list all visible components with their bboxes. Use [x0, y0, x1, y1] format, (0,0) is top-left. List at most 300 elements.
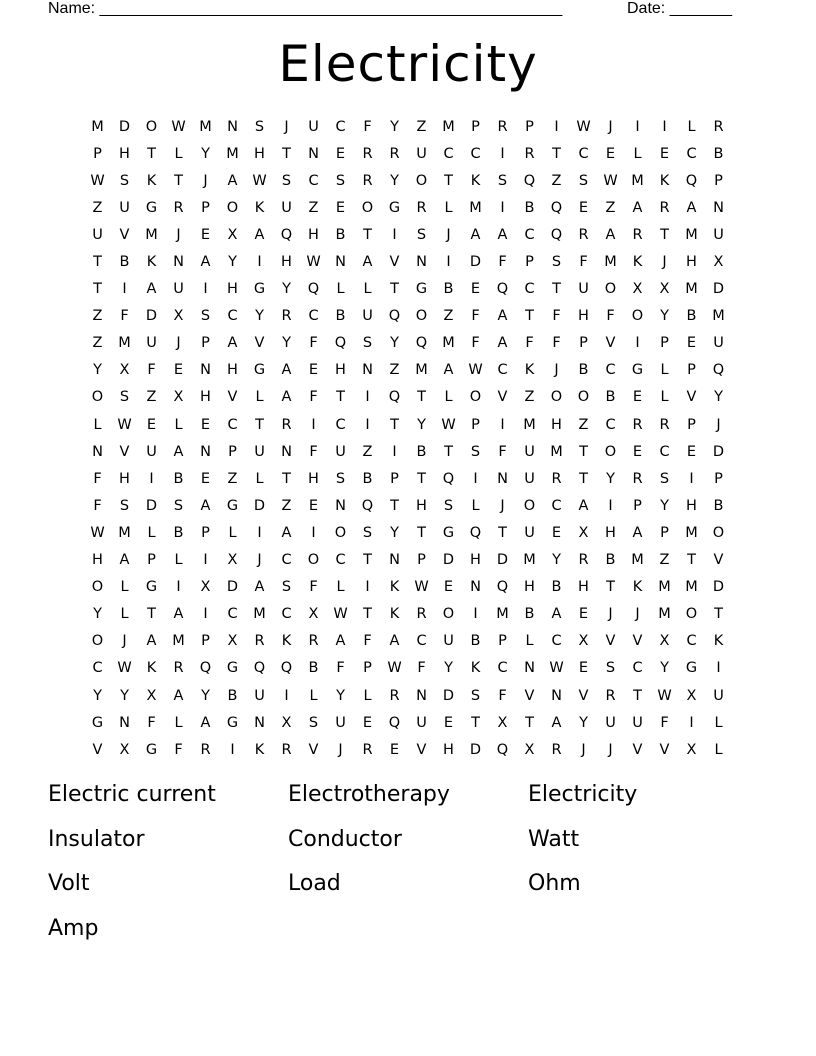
word-list-item: Ohm: [528, 871, 581, 896]
grid-letter: B: [335, 226, 346, 243]
grid-letter: J: [284, 118, 289, 135]
grid-letter: T: [660, 226, 669, 243]
grid-letter: R: [416, 199, 427, 216]
grid-letter: H: [686, 254, 697, 271]
grid-letter: H: [92, 552, 103, 569]
grid-letter: M: [145, 226, 158, 243]
grid-letter: F: [309, 335, 318, 352]
grid-letter: A: [146, 633, 157, 650]
grid-letter: N: [335, 254, 346, 271]
grid-letter: E: [362, 714, 373, 731]
grid-letter: F: [147, 714, 156, 731]
grid-letter: A: [605, 226, 616, 243]
grid-letter: F: [309, 443, 318, 460]
grid-letter: K: [389, 606, 400, 623]
grid-letter: O: [334, 524, 347, 541]
grid-letter: V: [497, 389, 508, 406]
grid-letter: Z: [146, 389, 157, 406]
grid-letter: V: [578, 687, 589, 704]
grid-letter: B: [416, 443, 427, 460]
grid-letter: Z: [416, 118, 427, 135]
grid-letter: X: [713, 254, 724, 271]
grid-letter: X: [146, 687, 157, 704]
grid-letter: L: [309, 687, 318, 704]
grid-letter: X: [524, 741, 535, 758]
grid-letter: S: [578, 172, 589, 189]
grid-letter: S: [281, 579, 292, 596]
grid-letter: P: [201, 524, 210, 541]
grid-letter: I: [554, 118, 559, 135]
grid-letter: R: [632, 226, 643, 243]
grid-letter: I: [311, 524, 316, 541]
grid-letter: O: [550, 389, 563, 406]
grid-letter: T: [471, 714, 480, 731]
grid-letter: S: [416, 226, 427, 243]
grid-letter: J: [608, 741, 613, 758]
grid-letter: C: [605, 416, 616, 433]
name-field[interactable]: Name: ____________________________________________________: [48, 0, 563, 17]
grid-letter: W: [171, 118, 186, 135]
grid-letter: L: [363, 281, 372, 298]
grid-letter: Q: [334, 335, 347, 352]
grid-letter: O: [469, 389, 482, 406]
grid-letter: T: [336, 389, 345, 406]
grid-letter: G: [253, 281, 266, 298]
grid-letter: M: [523, 552, 536, 569]
grid-letter: F: [93, 470, 102, 487]
grid-letter: T: [147, 145, 156, 162]
grid-letter: Y: [282, 281, 291, 298]
grid-letter: C: [605, 362, 616, 379]
word-list-item: Electric current: [48, 782, 216, 807]
grid-letter: T: [606, 579, 615, 596]
grid-letter: E: [335, 199, 346, 216]
grid-letter: K: [659, 172, 670, 189]
grid-letter: U: [524, 443, 535, 460]
grid-letter: K: [146, 172, 157, 189]
grid-letter: N: [416, 687, 427, 704]
page-title: Electricity: [278, 35, 538, 93]
grid-letter: M: [118, 524, 131, 541]
grid-letter: Y: [93, 687, 102, 704]
grid-letter: A: [281, 362, 292, 379]
grid-letter: X: [200, 579, 211, 596]
grid-letter: G: [91, 714, 104, 731]
grid-letter: S: [605, 660, 616, 677]
grid-letter: R: [389, 687, 400, 704]
grid-letter: F: [93, 497, 102, 514]
grid-letter: K: [281, 633, 292, 650]
grid-letter: D: [469, 254, 482, 271]
grid-letter: B: [443, 281, 454, 298]
grid-letter: D: [118, 118, 131, 135]
word-list-item: Electrotherapy: [288, 782, 450, 807]
grid-letter: W: [90, 524, 105, 541]
grid-letter: V: [659, 741, 670, 758]
grid-letter: T: [525, 308, 534, 325]
grid-letter: A: [227, 335, 238, 352]
grid-letter: G: [253, 362, 266, 379]
grid-letter: A: [578, 497, 589, 514]
grid-letter: R: [524, 145, 535, 162]
grid-letter: W: [576, 118, 591, 135]
grid-letter: Q: [685, 172, 698, 189]
grid-letter: I: [500, 145, 505, 162]
grid-letter: N: [308, 145, 319, 162]
grid-letter: Z: [92, 308, 103, 325]
grid-letter: Z: [578, 416, 589, 433]
grid-letter: J: [608, 118, 613, 135]
grid-letter: Q: [496, 579, 509, 596]
grid-letter: C: [470, 145, 481, 162]
grid-letter: T: [714, 606, 723, 623]
grid-letter: L: [714, 714, 723, 731]
grid-letter: C: [443, 145, 454, 162]
grid-letter: Y: [201, 145, 210, 162]
grid-letter: N: [362, 362, 373, 379]
grid-letter: I: [689, 714, 694, 731]
grid-letter: G: [388, 199, 401, 216]
grid-letter: B: [362, 470, 373, 487]
grid-letter: I: [365, 389, 370, 406]
grid-letter: T: [633, 687, 642, 704]
grid-letter: Q: [523, 172, 536, 189]
grid-letter: X: [119, 741, 130, 758]
grid-letter: L: [444, 389, 453, 406]
grid-letter: H: [227, 362, 238, 379]
grid-letter: V: [605, 633, 616, 650]
grid-letter: F: [309, 579, 318, 596]
grid-letter: A: [551, 714, 562, 731]
grid-letter: I: [608, 497, 613, 514]
grid-letter: L: [147, 524, 156, 541]
grid-letter: K: [254, 741, 265, 758]
grid-letter: Y: [660, 660, 669, 677]
grid-letter: E: [335, 145, 346, 162]
grid-letter: Z: [362, 443, 373, 460]
grid-letter: Y: [444, 660, 453, 677]
grid-letter: M: [685, 226, 698, 243]
grid-letter: W: [333, 606, 348, 623]
grid-letter: W: [387, 660, 402, 677]
grid-letter: A: [497, 335, 508, 352]
grid-letter: P: [228, 443, 237, 460]
grid-letter: L: [660, 362, 669, 379]
grid-letter: U: [335, 443, 346, 460]
grid-letter: E: [470, 281, 481, 298]
grid-letter: E: [443, 714, 454, 731]
grid-letter: E: [200, 416, 211, 433]
grid-letter: A: [497, 308, 508, 325]
grid-letter: V: [389, 254, 400, 271]
grid-letter: I: [473, 606, 478, 623]
grid-letter: D: [712, 579, 725, 596]
grid-letter: R: [578, 552, 589, 569]
grid-letter: I: [257, 524, 262, 541]
grid-letter: Z: [605, 199, 616, 216]
grid-letter: Y: [579, 714, 588, 731]
grid-letter: H: [524, 579, 535, 596]
grid-letter: F: [174, 741, 183, 758]
grid-letter: N: [416, 254, 427, 271]
grid-letter: O: [307, 552, 320, 569]
grid-letter: Q: [307, 281, 320, 298]
grid-letter: Z: [524, 389, 535, 406]
grid-letter: C: [524, 226, 535, 243]
grid-letter: B: [686, 308, 697, 325]
grid-letter: M: [712, 308, 725, 325]
grid-letter: T: [93, 281, 102, 298]
grid-letter: J: [662, 254, 667, 271]
grid-letter: Y: [336, 687, 345, 704]
grid-letter: P: [417, 552, 426, 569]
grid-letter: Q: [199, 660, 212, 677]
grid-letter: E: [200, 226, 211, 243]
grid-letter: P: [687, 416, 696, 433]
grid-letter: F: [120, 308, 129, 325]
grid-letter: P: [687, 362, 696, 379]
word-list-item: Watt: [528, 826, 580, 852]
grid-letter: L: [120, 606, 129, 623]
grid-letter: X: [227, 226, 238, 243]
grid-letter: I: [122, 281, 127, 298]
grid-letter: A: [200, 497, 211, 514]
grid-letter: M: [253, 606, 266, 623]
grid-letter: U: [119, 199, 130, 216]
grid-letter: G: [415, 281, 428, 298]
grid-letter: W: [657, 687, 672, 704]
grid-letter: O: [523, 497, 536, 514]
grid-letter: L: [228, 524, 237, 541]
grid-letter: F: [147, 362, 156, 379]
grid-letter: N: [470, 579, 481, 596]
grid-letter: L: [633, 145, 642, 162]
grid-letter: L: [471, 497, 480, 514]
grid-letter: G: [226, 714, 239, 731]
grid-letter: H: [443, 741, 454, 758]
grid-letter: S: [470, 687, 481, 704]
grid-letter: P: [147, 552, 156, 569]
grid-letter: F: [498, 443, 507, 460]
grid-letter: M: [118, 335, 131, 352]
grid-letter: Z: [443, 308, 454, 325]
grid-letter: N: [713, 199, 724, 216]
grid-letter: P: [633, 497, 642, 514]
grid-letter: N: [389, 552, 400, 569]
grid-letter: W: [117, 416, 132, 433]
grid-letter: A: [281, 524, 292, 541]
grid-letter: X: [227, 633, 238, 650]
grid-letter: W: [252, 172, 267, 189]
grid-letter: A: [335, 633, 346, 650]
grid-letter: U: [335, 714, 346, 731]
grid-letter: R: [281, 741, 292, 758]
grid-letter: I: [500, 416, 505, 433]
word-list-item: Conductor: [288, 826, 402, 852]
grid-letter: S: [119, 497, 130, 514]
grid-letter: L: [174, 416, 183, 433]
grid-letter: O: [685, 606, 698, 623]
grid-letter: P: [660, 335, 669, 352]
grid-letter: C: [416, 633, 427, 650]
grid-letter: S: [335, 172, 346, 189]
grid-letter: E: [551, 524, 562, 541]
grid-letter: B: [713, 497, 724, 514]
grid-letter: T: [552, 281, 561, 298]
grid-letter: I: [311, 416, 316, 433]
grid-letter: A: [227, 172, 238, 189]
date-field[interactable]: Date: _______: [627, 0, 732, 17]
grid-letter: C: [524, 281, 535, 298]
grid-letter: R: [389, 145, 400, 162]
grid-letter: N: [335, 497, 346, 514]
grid-letter: K: [470, 172, 481, 189]
grid-letter: T: [579, 443, 588, 460]
grid-letter: L: [525, 633, 534, 650]
grid-letter: U: [254, 687, 265, 704]
grid-letter: M: [631, 552, 644, 569]
grid-letter: M: [685, 579, 698, 596]
grid-letter: T: [390, 281, 399, 298]
grid-letter: L: [336, 579, 345, 596]
grid-letter: I: [662, 118, 667, 135]
grid-letter: N: [200, 362, 211, 379]
grid-letter: N: [281, 443, 292, 460]
grid-letter: D: [226, 579, 239, 596]
grid-letter: M: [496, 606, 509, 623]
grid-letter: R: [308, 633, 319, 650]
grid-letter: V: [632, 633, 643, 650]
grid-letter: L: [444, 199, 453, 216]
grid-letter: J: [581, 741, 586, 758]
grid-letter: J: [608, 606, 613, 623]
grid-letter: H: [605, 524, 616, 541]
grid-letter: M: [685, 281, 698, 298]
grid-letter: A: [686, 199, 697, 216]
grid-letter: R: [632, 470, 643, 487]
grid-letter: N: [524, 660, 535, 677]
grid-letter: D: [442, 687, 455, 704]
grid-letter: E: [686, 335, 697, 352]
grid-letter: Z: [308, 199, 319, 216]
grid-letter: V: [119, 443, 130, 460]
grid-letter: T: [498, 524, 507, 541]
grid-letter: U: [713, 335, 724, 352]
grid-letter: P: [714, 172, 723, 189]
grid-letter: N: [551, 687, 562, 704]
grid-letter: S: [470, 443, 481, 460]
grid-letter: V: [416, 741, 427, 758]
grid-letter: I: [284, 687, 289, 704]
grid-letter: Y: [255, 308, 264, 325]
grid-letter: T: [417, 524, 426, 541]
grid-letter: E: [632, 443, 643, 460]
grid-letter: K: [146, 660, 157, 677]
grid-letter: W: [603, 172, 618, 189]
grid-letter: T: [687, 552, 696, 569]
grid-letter: G: [145, 741, 158, 758]
grid-letter: M: [658, 579, 671, 596]
grid-letter: C: [335, 118, 346, 135]
grid-letter: T: [363, 226, 372, 243]
word-list-item: Amp: [48, 915, 99, 941]
grid-letter: I: [257, 254, 262, 271]
grid-letter: X: [497, 714, 508, 731]
grid-letter: I: [149, 470, 154, 487]
grid-letter: P: [201, 633, 210, 650]
grid-letter: E: [308, 497, 319, 514]
grid-letter: N: [497, 470, 508, 487]
grid-letter: X: [227, 552, 238, 569]
grid-letter: W: [306, 254, 321, 271]
grid-letter: P: [525, 118, 534, 135]
word-list-item: Volt: [48, 871, 90, 896]
grid-letter: T: [390, 497, 399, 514]
grid-letter: P: [363, 660, 372, 677]
grid-letter: S: [497, 172, 508, 189]
grid-letter: O: [577, 389, 590, 406]
grid-letter: T: [417, 389, 426, 406]
grid-letter: L: [660, 389, 669, 406]
grid-letter: X: [119, 362, 130, 379]
grid-letter: A: [551, 606, 562, 623]
grid-letter: H: [119, 145, 130, 162]
grid-letter: Q: [712, 362, 725, 379]
grid-letter: A: [173, 687, 184, 704]
grid-letter: Z: [389, 362, 400, 379]
word-search-grid: [84, 113, 732, 763]
grid-letter: X: [686, 687, 697, 704]
grid-letter: S: [362, 335, 373, 352]
grid-letter: Q: [496, 281, 509, 298]
grid-letter: T: [552, 145, 561, 162]
grid-letter: C: [281, 552, 292, 569]
word-list: [48, 779, 768, 957]
grid-letter: O: [226, 199, 239, 216]
grid-letter: P: [93, 145, 102, 162]
grid-letter: G: [145, 579, 158, 596]
grid-letter: Y: [714, 389, 723, 406]
grid-letter: N: [173, 254, 184, 271]
grid-letter: T: [282, 145, 291, 162]
grid-letter: M: [442, 118, 455, 135]
grid-letter: S: [119, 172, 130, 189]
grid-letter: O: [145, 118, 158, 135]
grid-letter: O: [91, 579, 104, 596]
grid-letter: O: [712, 524, 725, 541]
grid-letter: B: [470, 633, 481, 650]
grid-letter: J: [338, 741, 343, 758]
grid-letter: J: [203, 172, 208, 189]
grid-letter: F: [471, 335, 480, 352]
grid-letter: R: [578, 226, 589, 243]
grid-letter: U: [416, 145, 427, 162]
grid-letter: M: [604, 254, 617, 271]
grid-letter: Q: [388, 714, 401, 731]
grid-letter: P: [579, 335, 588, 352]
grid-letter: Q: [280, 226, 293, 243]
grid-letter: P: [660, 524, 669, 541]
grid-letter: Y: [660, 497, 669, 514]
grid-letter: R: [362, 172, 373, 189]
grid-letter: Q: [469, 524, 482, 541]
grid-letter: X: [308, 606, 319, 623]
grid-letter: I: [635, 335, 640, 352]
grid-letter: F: [498, 254, 507, 271]
grid-letter: H: [281, 254, 292, 271]
grid-letter: V: [605, 335, 616, 352]
grid-letter: I: [689, 470, 694, 487]
